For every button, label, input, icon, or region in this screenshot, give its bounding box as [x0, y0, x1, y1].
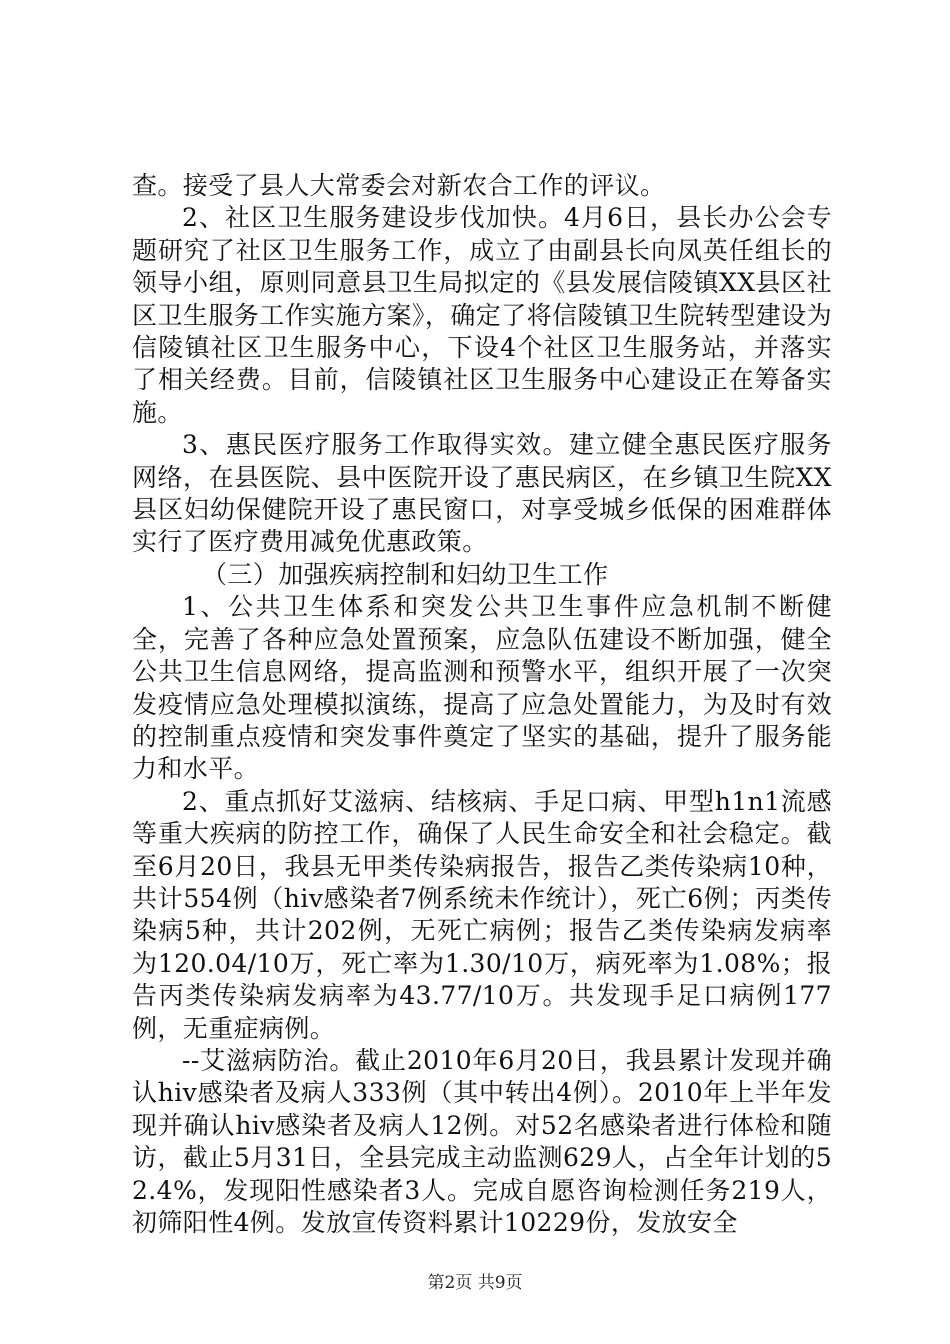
paragraph-aids-prevention: --艾滋病防治。截止2010年6月20日，我县累计发现并确认hiv感染者及病人333例（其中转出4例）。2010年上半年发现并确认hiv感染者及病人12例。对52名感染者进行体检和随访，截止5月31日，全县完成主动监测629人，占全年计划的52.4%，发现阳性感染者3人。完成自愿咨询检测任务219人，初筛阳性4例。发放宣传资料累计10229份，发放安全 [132, 1045, 832, 1237]
paragraph-medical-service: 3、惠民医疗服务工作取得实效。建立健全惠民医疗服务网络，在县医院、县中医院开设了惠民病区，在乡镇卫生院XX县区妇幼保健院开设了惠民窗口，对享受城乡低保的困难群体实行了医疗费用减免优惠政策。 [132, 430, 832, 557]
paragraph-public-health-system: 1、公共卫生体系和突发公共卫生事件应急机制不断健全，完善了各种应急处置预案，应急队伍建设不断加强，健全公共卫生信息网络，提高监测和预警水平，组织开展了一次突发疫情应急处理模拟演练，提高了应急处置能力，为及时有效的控制重点疫情和突发事件奠定了坚实的基础，提升了服务能力和水平。 [132, 592, 832, 784]
document-body [132, 170, 832, 1239]
paragraph-continuation: 查。接受了县人大常委会对新农合工作的评议。 [132, 171, 666, 200]
paragraph-community-health: 2、社区卫生服务建设步伐加快。4月6日，县长办公会专题研究了社区卫生服务工作，成立了由副县长向凤英任组长的领导小组，原则同意县卫生局拟定的《县发展信陵镇XX县区社区卫生服务工作实施方案》，确定了将信陵镇卫生院转型建设为信陵镇社区卫生服务中心，下设4个社区卫生服务站，并落实了相关经费。目前，信陵镇社区卫生服务中心建设正在筹备实施。 [132, 203, 832, 427]
paragraph-disease-control: 2、重点抓好艾滋病、结核病、手足口病、甲型h1n1流感等重大疾病的防控工作，确保了人民生命安全和社会稳定。截至6月20日，我县无甲类传染病报告，报告乙类传染病10种，共计554例（hiv感染者7例系统未作统计），死亡6例；丙类传染病5种，共计202例，无死亡病例；报告乙类传染病发病率为120.04/10万，死亡率为1.30/10万，病死率为1.08%；报告丙类传染病发病率为43.77/10万。共发现手足口病例177例，无重症病例。 [132, 786, 832, 1043]
page-footer: 第2页 共9页 [427, 1273, 523, 1293]
section-heading: （三）加强疾病控制和妇幼卫生工作 [202, 559, 609, 589]
